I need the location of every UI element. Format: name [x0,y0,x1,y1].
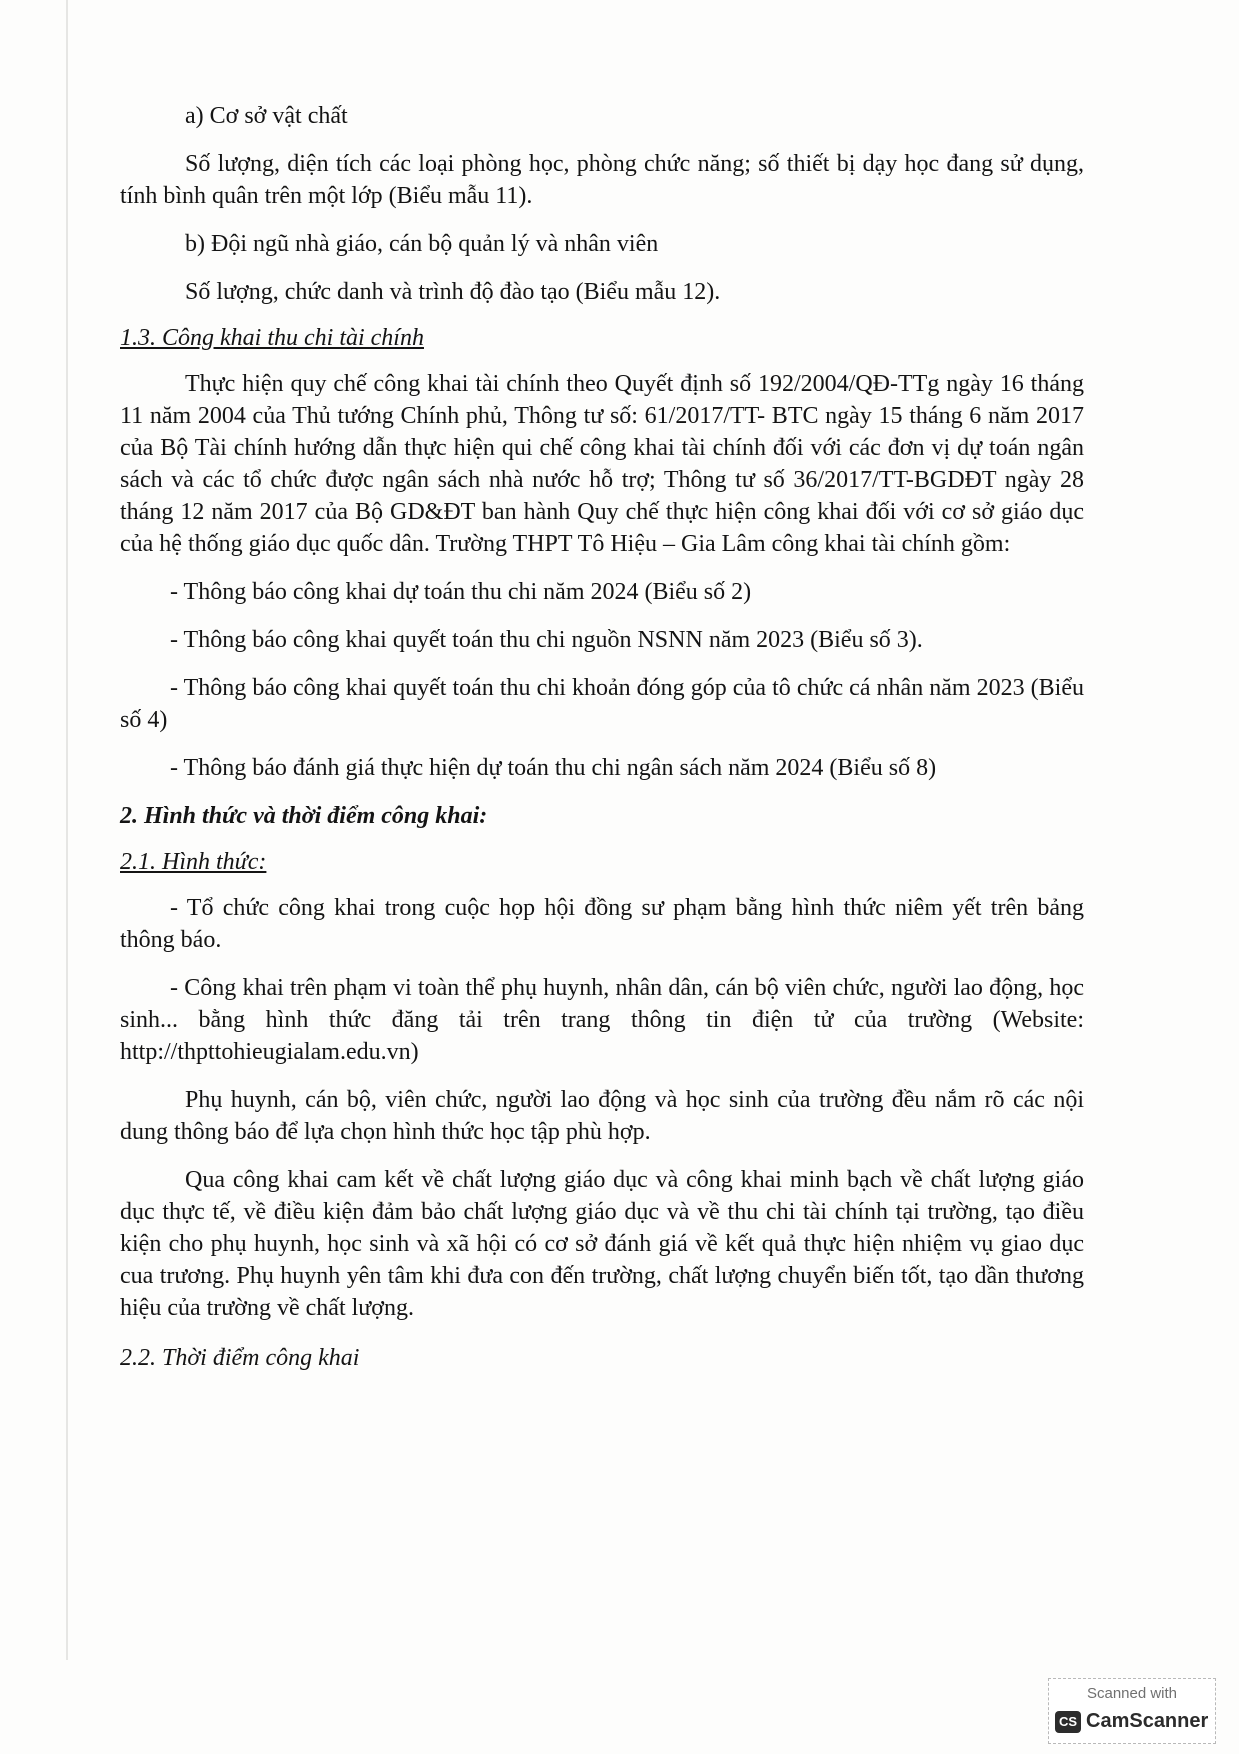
heading-1-3: 1.3. Công khai thu chi tài chính [120,325,424,351]
paragraph-facilities: Số lượng, diện tích các loại phòng học, phòng chức năng; số thiết bị dạy học đang sử dụng, tính bình quân trên một lớp (Biểu mẫu 11). [120,151,1084,209]
camscanner-watermark [1048,1678,1216,1744]
paragraph-finance-regulation: Thực hiện quy chế công khai tài chính theo Quyết định số 192/2004/QĐ-TTg ngày 16 tháng 11 năm 2004 của Thủ tướng Chính phủ, Thông tư số: 61/2017/TT- BTC ngày 15 tháng 6 năm 2017 của Bộ Tài chính hướng dẫn thực hiện qui chế công khai tài chính đối với các đơn vị dự toán ngân sách và các tổ chức được ngân sách nhà nước hỗ trợ; Thông tư số 36/2017/TT-BGDĐT ngày 28 tháng 12 năm 2017 của Bộ GD&ĐT ban hành Quy chế thực hiện công khai đối với cơ sở giáo dục của hệ thống giáo dục quốc dân. Trường THPT Tô Hiệu – Gia Lâm công khai tài chính gồm: [120,371,1084,557]
list-item: - Thông báo công khai quyết toán thu chi khoản đóng góp của tô chức cá nhân năm 2023 (Biểu số 4) [120,675,1084,733]
heading-2-1: 2.1. Hình thức: [120,849,267,875]
list-item: - Thông báo công khai quyết toán thu chi nguồn NSNN năm 2023 (Biểu số 3). [170,627,923,653]
watermark-brand: CamScanner [1086,1710,1209,1732]
list-item: - Thông báo công khai dự toán thu chi năm 2024 (Biểu số 2) [170,579,752,605]
paragraph-website: - Công khai trên phạm vi toàn thể phụ huynh, nhân dân, cán bộ viên chức, người lao động, học sinh... bằng hình thức đăng tải trên trang thông tin điện tử của trường (Website: http://thpttohieugialam.edu.vn) [120,975,1084,1065]
paragraph-quality: Qua công khai cam kết về chất lượng giáo dục và công khai minh bạch về chất lượng giáo dục thực tế, về điều kiện đảm bảo chất lượng giáo dục và về thu chi tài chính tại trường, tạo điều kiện cho phụ huynh, học sinh và xã hội có cơ sở đánh giá về kết quả thực hiện nhiệm vụ giao dục cua trương. Phụ huynh yên tâm khi đưa con đến trường, chất lượng chuyển biến tốt, tạo dần thương hiệu của trường về chất lượng. [120,1167,1084,1321]
paragraph-parents: Phụ huynh, cán bộ, viên chức, người lao động và học sinh của trường đều nắm rõ các nội dung thông báo để lựa chọn hình thức học tập phù hợp. [120,1087,1084,1145]
watermark-caption: Scanned with [1086,1685,1178,1702]
paragraph-council-meeting: - Tổ chức công khai trong cuộc họp hội đồng sư phạm bằng hình thức niêm yết trên bảng thông báo. [120,895,1084,953]
camscanner-logo-icon: CS [1055,1711,1081,1733]
heading-2-2: 2.2. Thời điểm công khai [120,1345,360,1371]
list-item: - Thông báo đánh giá thực hiện dự toán thu chi ngân sách năm 2024 (Biểu số 8) [170,755,937,781]
subsection-a-title: a) Cơ sở vật chất [185,103,348,129]
document-body [120,100,1084,1374]
subsection-b-title: b) Đội ngũ nhà giáo, cán bộ quản lý và nhân viên [185,231,659,257]
scan-edge-line [66,0,68,1660]
heading-2: 2. Hình thức và thời điểm công khai: [120,803,488,829]
paragraph-staff: Số lượng, chức danh và trình độ đào tạo (Biểu mẫu 12). [185,279,721,305]
